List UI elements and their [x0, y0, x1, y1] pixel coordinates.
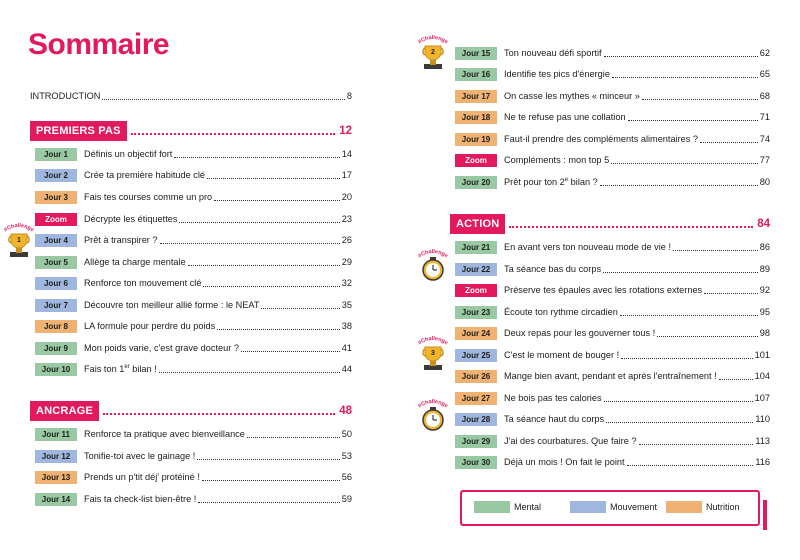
legend-swatch: [570, 501, 606, 513]
trophy-icon: [4, 222, 34, 262]
page-title: Sommaire: [28, 28, 170, 61]
section-label: PREMIERS PAS: [30, 121, 127, 141]
legend-mouvement: [570, 501, 657, 513]
challenge-label: Challeng: [420, 398, 446, 408]
toc-entry[interactable]: [455, 261, 770, 277]
toc-entry[interactable]: [455, 368, 770, 384]
entry-page: 20: [341, 192, 352, 202]
entry-page: 56: [341, 472, 352, 482]
entry-page: 71: [759, 112, 770, 122]
legend-box: [460, 490, 760, 526]
entry-title: Renforce ton mouvement clé: [84, 278, 202, 288]
entry-page: 101: [754, 350, 770, 360]
entry-title: Renforce ta pratique avec bienveillance: [84, 429, 245, 439]
leader-dots: [612, 77, 758, 78]
entry-page: 68: [759, 91, 770, 101]
entry-title: En avant vers ton nouveau mode de vie !: [504, 242, 672, 252]
leader-dots: [704, 293, 758, 294]
entry-page: 113: [755, 436, 770, 446]
section-premiers-pas[interactable]: [30, 121, 352, 141]
leader-dots: [174, 157, 339, 158]
leader-dots: [611, 163, 758, 164]
entry-title: Ne bois pas tes calories: [504, 393, 602, 403]
entry-page: 89: [759, 264, 770, 274]
toc-entry[interactable]: [35, 146, 352, 162]
toc-entry[interactable]: [455, 282, 770, 298]
day-tag: Jour 11: [35, 428, 77, 441]
entry-page: 74: [759, 134, 770, 144]
legend-accent-bar: [763, 500, 767, 530]
challenge-label: Challeng: [6, 222, 32, 232]
toc-entry[interactable]: [35, 275, 352, 291]
section-action[interactable]: [450, 214, 770, 234]
entry-page: 44: [341, 364, 352, 374]
entry-title: Allège ta charge mentale: [84, 257, 186, 267]
section-label: ANCRAGE: [30, 401, 99, 421]
day-tag: Jour 5: [35, 256, 77, 269]
section-page: 84: [757, 218, 770, 230]
toc-entry[interactable]: [455, 304, 770, 320]
day-tag: Jour 22: [455, 263, 497, 276]
legend-label: Nutrition: [706, 502, 740, 512]
leader-dots: [639, 444, 754, 445]
leader-dots: [673, 250, 758, 251]
entry-page: 29: [341, 257, 352, 267]
entry-page: 35: [341, 300, 352, 310]
legend-label: Mouvement: [610, 502, 658, 512]
entry-title: Déjà un mois ! On fait le point: [504, 457, 625, 467]
entry-title: LA formule pour perdre du poids: [84, 321, 216, 331]
toc-entry[interactable]: [35, 211, 352, 227]
entry-title: Identifie tes pics d'énergie: [504, 69, 610, 79]
entry-title: Mange bien avant, pendant et après l'entraînement !: [504, 371, 717, 381]
leader-dots: [604, 401, 753, 402]
section-label: ACTION: [450, 214, 505, 234]
toc-entry[interactable]: [35, 318, 352, 334]
day-tag: Jour 3: [35, 191, 77, 204]
entry-page: 116: [755, 457, 770, 467]
leader-dots: [606, 422, 753, 423]
entry-title: Prêt à transpirer ?: [84, 235, 158, 245]
day-tag: Jour 24: [455, 327, 497, 340]
leader-dots: [600, 185, 758, 186]
day-tag: Jour 29: [455, 435, 497, 448]
entry-page: 38: [341, 321, 352, 331]
entry-title: Ta séance haut du corps: [504, 414, 605, 424]
introduction-entry[interactable]: [30, 88, 352, 104]
entry-title: Prends un p'tit déj' protéiné !: [84, 472, 200, 482]
day-tag: Jour 18: [455, 111, 497, 124]
entry-title: J'ai des courbatures. Que faire ?: [504, 436, 637, 446]
trophy-icon: [418, 34, 448, 74]
svg-text:#Challenge: [418, 35, 448, 46]
entry-title: Découvre ton meilleur allié forme : le NEAT: [84, 300, 260, 310]
entry-title: Crée ta première habitude clé: [84, 170, 206, 180]
day-tag: Jour 10: [35, 363, 77, 376]
entry-title: Définis un objectif fort: [84, 149, 173, 159]
toc-entry[interactable]: [455, 88, 770, 104]
challenge-trophy-badge: [4, 222, 34, 262]
leader-dots: [102, 99, 344, 100]
day-tag: Jour 15: [455, 47, 497, 60]
entry-title: Fais ton 1er bilan !: [84, 363, 157, 375]
toc-entry[interactable]: [35, 469, 352, 485]
toc-entry[interactable]: [455, 109, 770, 125]
timer-icon: [418, 398, 448, 438]
entry-title: Fais tes courses comme un pro: [84, 192, 213, 202]
entry-page: 59: [341, 494, 352, 504]
entry-title: Ton nouveau défi sportif: [504, 48, 602, 58]
entry-title: Mon poids varie, c'est grave docteur ?: [84, 343, 239, 353]
challenge-label: Challeng: [420, 335, 446, 345]
section-page: 12: [339, 125, 352, 137]
legend-mental: [474, 501, 541, 513]
day-tag: Jour 17: [455, 90, 497, 103]
entry-title: Deux repas pour les gouverner tous !: [504, 328, 656, 338]
entry-title: Fais ta check-list bien-être !: [84, 494, 197, 504]
leader-dots: [241, 351, 340, 352]
day-tag: Zoom: [455, 154, 497, 167]
leader-dots: [719, 379, 753, 380]
leader-dots: [261, 308, 339, 309]
entry-page: 23: [341, 214, 352, 224]
svg-text:#Challenge: [4, 223, 34, 234]
challenge-label: Challeng: [420, 34, 446, 44]
toc-entry[interactable]: [35, 491, 352, 507]
day-tag: Jour 21: [455, 241, 497, 254]
leader-dots: [179, 222, 339, 223]
leader-dots: [203, 286, 339, 287]
toc-entry[interactable]: [35, 232, 352, 248]
day-tag: Jour 26: [455, 370, 497, 383]
toc-entry[interactable]: [455, 390, 770, 406]
challenge-trophy-badge: [418, 34, 448, 74]
entry-title: C'est le moment de bouger !: [504, 350, 620, 360]
trophy-icon: [418, 335, 448, 375]
toc-entry[interactable]: [455, 152, 770, 168]
day-tag: Jour 7: [35, 299, 77, 312]
day-tag: Jour 16: [455, 68, 497, 81]
leader-dots: [604, 56, 758, 57]
entry-page: 92: [759, 285, 770, 295]
legend-swatch: [666, 501, 702, 513]
toc-entry[interactable]: [455, 131, 770, 147]
leader-dots: [621, 358, 753, 359]
toc-entry[interactable]: [35, 254, 352, 270]
entry-page: 77: [759, 155, 770, 165]
entry-title: Ta séance bas du corps: [504, 264, 602, 274]
entry-page: 110: [755, 414, 770, 424]
leader-dots: [217, 329, 340, 330]
leader-dots: [642, 99, 758, 100]
entry-page: 98: [759, 328, 770, 338]
day-tag: Jour 25: [455, 349, 497, 362]
leader-dots: [603, 272, 758, 273]
leader-dots: [188, 265, 340, 266]
entry-page: 65: [759, 69, 770, 79]
toc-entry[interactable]: [455, 66, 770, 82]
day-tag: Jour 6: [35, 277, 77, 290]
svg-text:1: 1: [17, 237, 21, 244]
day-tag: Jour 20: [455, 176, 497, 189]
leader-dots: [198, 502, 339, 503]
day-tag: Zoom: [455, 284, 497, 297]
section-ancrage[interactable]: [30, 401, 352, 421]
entry-page: 95: [759, 307, 770, 317]
toc-entry[interactable]: [455, 239, 770, 255]
entry-title: Ne te refuse pas une collation: [504, 112, 626, 122]
day-tag: Jour 30: [455, 456, 497, 469]
leader-dots: [657, 336, 758, 337]
introduction-label: INTRODUCTION: [30, 91, 101, 101]
day-tag: Jour 9: [35, 342, 77, 355]
toc-entry[interactable]: [35, 361, 352, 377]
entry-page: 80: [759, 177, 770, 187]
entry-page: 41: [341, 343, 352, 353]
challenge-trophy-badge: [418, 335, 448, 375]
challenge-label: Challeng: [420, 248, 446, 258]
section-page: 48: [339, 405, 352, 417]
timer-icon: [418, 248, 448, 288]
day-tag: Jour 19: [455, 133, 497, 146]
leader-dots: [159, 372, 340, 373]
toc-entry[interactable]: [455, 411, 770, 427]
toc-entry[interactable]: [35, 189, 352, 205]
right-page: [400, 0, 800, 560]
svg-text:2: 2: [431, 49, 435, 56]
svg-text:3: 3: [431, 350, 435, 357]
toc-entry[interactable]: [455, 347, 770, 363]
entry-page: 26: [341, 235, 352, 245]
entry-page: 53: [341, 451, 352, 461]
entry-page: 104: [754, 371, 770, 381]
legend-label: Mental: [514, 502, 542, 512]
day-tag: Jour 1: [35, 148, 77, 161]
introduction-page: 8: [346, 91, 352, 101]
leader-dots: [620, 315, 758, 316]
day-tag: Jour 14: [35, 493, 77, 506]
leader-dots: [197, 459, 339, 460]
toc-entry[interactable]: [455, 325, 770, 341]
entry-title: Compléments : mon top 5: [504, 155, 610, 165]
entry-title: Écoute ton rythme circadien: [504, 307, 618, 317]
day-tag: Jour 13: [35, 471, 77, 484]
day-tag: Zoom: [35, 213, 77, 226]
day-tag: Jour 27: [455, 392, 497, 405]
entry-page: 62: [759, 48, 770, 58]
toc-entry[interactable]: [455, 174, 770, 190]
toc-entry[interactable]: [455, 45, 770, 61]
leader-dots: [160, 243, 340, 244]
section-dots: [509, 226, 753, 228]
entry-title: On casse les mythes « minceur »: [504, 91, 640, 101]
entry-page: 17: [341, 170, 352, 180]
entry-title: Prêt pour ton 2e bilan ?: [504, 176, 598, 188]
day-tag: Jour 8: [35, 320, 77, 333]
leader-dots: [247, 437, 340, 438]
section-dots: [131, 133, 335, 135]
entry-title: Décrypte les étiquettes: [84, 214, 178, 224]
day-tag: Jour 23: [455, 306, 497, 319]
leader-dots: [207, 178, 340, 179]
toc-entry[interactable]: [35, 340, 352, 356]
entry-title: Tonifie-toi avec le gainage !: [84, 451, 196, 461]
day-tag: Jour 2: [35, 169, 77, 182]
leader-dots: [700, 142, 758, 143]
day-tag: Jour 12: [35, 450, 77, 463]
leader-dots: [627, 465, 754, 466]
toc-entry[interactable]: [35, 167, 352, 183]
legend-nutrition: [666, 501, 740, 513]
entry-page: 50: [341, 429, 352, 439]
leader-dots: [628, 120, 758, 121]
day-tag: Jour 28: [455, 413, 497, 426]
toc-entry[interactable]: [455, 433, 770, 449]
toc-entry[interactable]: [455, 454, 770, 470]
entry-title: Préserve tes épaules avec les rotations externes: [504, 285, 703, 295]
svg-text:#Challenge: [418, 336, 448, 347]
entry-title: Faut-il prendre des compléments alimentaires ?: [504, 134, 699, 144]
entry-page: 32: [341, 278, 352, 288]
toc-entry[interactable]: [35, 426, 352, 442]
day-tag: Jour 4: [35, 234, 77, 247]
section-dots: [103, 413, 335, 415]
challenge-timer-badge: [418, 248, 448, 288]
leader-dots: [202, 480, 340, 481]
entry-page: 107: [754, 393, 770, 403]
leader-dots: [214, 200, 340, 201]
entry-page: 86: [759, 242, 770, 252]
toc-entry[interactable]: [35, 448, 352, 464]
entry-page: 14: [341, 149, 352, 159]
challenge-timer-badge: [418, 398, 448, 438]
toc-entry[interactable]: [35, 297, 352, 313]
legend-swatch: [474, 501, 510, 513]
